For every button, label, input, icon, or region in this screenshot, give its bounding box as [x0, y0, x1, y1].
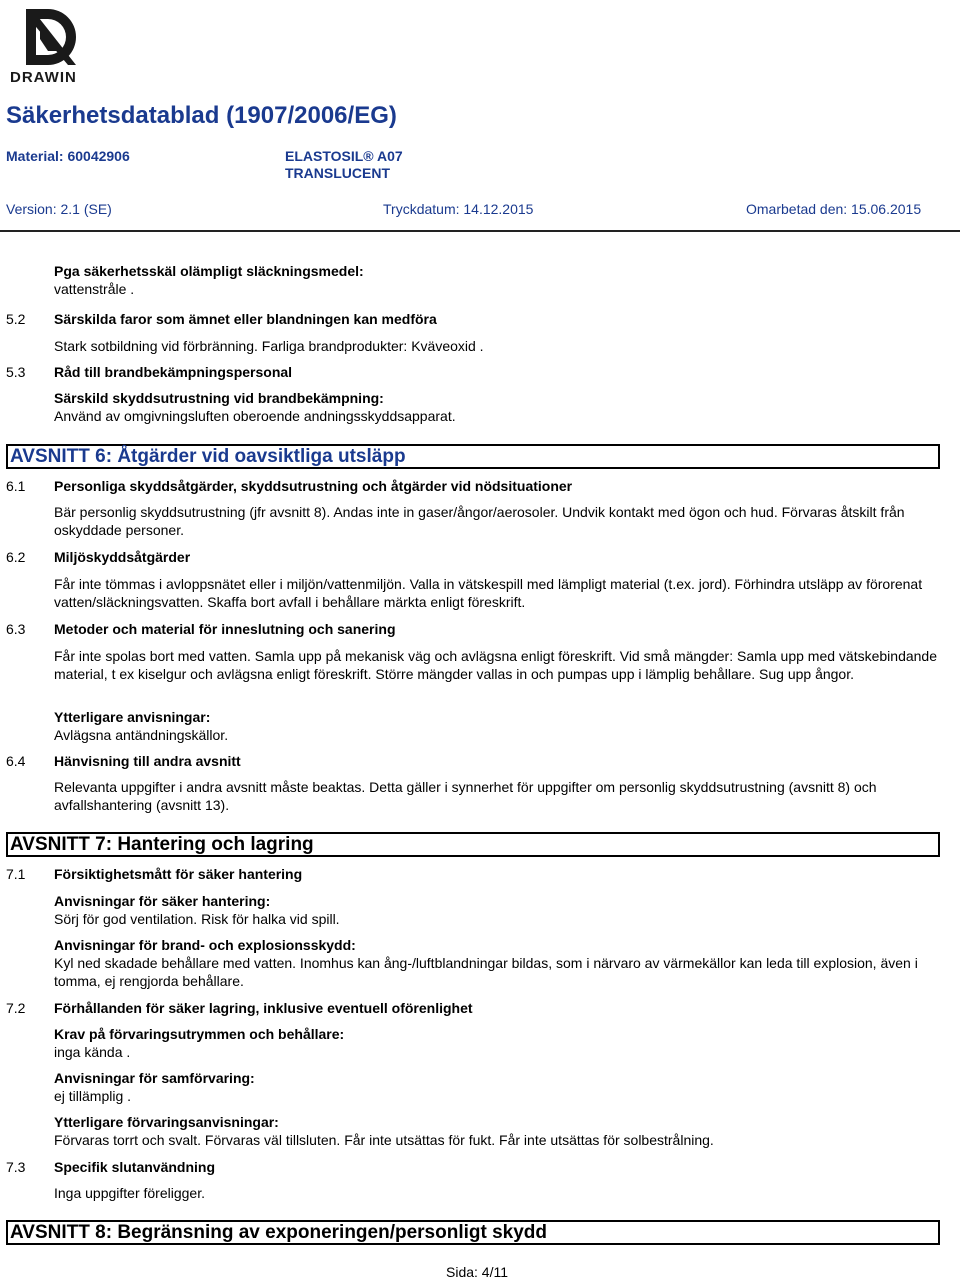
subsection-number: 6.2 — [6, 549, 26, 565]
paragraph: Relevanta uppgifter i andra avsnitt måste beaktas. Detta gäller i synnerhet för uppgifter om personlig skyddsutrustning (avsnitt 8) och avfallshantering (avsnitt 13). — [54, 779, 877, 813]
section-heading-text: AVSNITT 7: Hantering och lagring — [10, 834, 314, 855]
field-value: inga kända . — [54, 1044, 131, 1060]
field-label: Särskild skyddsutrustning vid brandbekämpning: — [54, 390, 384, 406]
subsection-title: Försiktighetsmått för säker hantering — [54, 866, 303, 882]
section-heading-text: AVSNITT 6: Åtgärder vid oavsiktliga utsläpp — [10, 446, 406, 467]
drawin-logo — [8, 5, 88, 85]
paragraph: Bär personlig skyddsutrustning (jfr avsnitt 8). Andas inte in gaser/ångor/aerosoler. Undvik kontakt med ögon och hud. Förvaras åtskilt från oskyddade personer. — [54, 504, 905, 538]
paragraph: Får inte spolas bort med vatten. Samla upp på mekanisk väg och avlägsna enligt föreskrift. Vid små mängder: Samla upp med vätskebindande material, t ex kiselgur och avlägsna enligt föreskrift. Större mängder vallas in och pumpas upp i lämplig behållare. Sug upp ångor. — [54, 648, 937, 682]
paragraph: Stark sotbildning vid förbränning. Farliga brandprodukter: Kväveoxid . — [54, 338, 484, 354]
section-heading-8 — [6, 1220, 940, 1245]
subsection-title: Förhållanden för säker lagring, inklusive eventuell oförenlighet — [54, 1000, 473, 1016]
field-label: Anvisningar för brand- och explosionsskydd: — [54, 937, 356, 953]
subsection-title: Specifik slutanvändning — [54, 1159, 216, 1175]
subsection-number: 7.3 — [6, 1159, 26, 1175]
header-divider — [0, 230, 960, 232]
subsection-title: Särskilda faror som ämnet eller blandningen kan medföra — [54, 311, 437, 327]
subsection-number: 7.2 — [6, 1000, 26, 1016]
subsection-title: Metoder och material för inneslutning och sanering — [54, 621, 396, 637]
field-label: Anvisningar för samförvaring: — [54, 1070, 255, 1086]
field-value: Förvaras torrt och svalt. Förvaras väl tillsluten. Får inte utsättas för fukt. Får inte utsättas för solbestrålning. — [54, 1132, 714, 1148]
material-number: Material: 60042906 — [6, 148, 130, 164]
field-value: Avlägsna antändningskällor. — [54, 727, 229, 743]
paragraph: Använd av omgivningsluften oberoende andningsskyddsapparat. — [54, 408, 456, 424]
version: Version: 2.1 (SE) — [6, 201, 112, 217]
subsection-number: 5.3 — [6, 364, 26, 380]
brand-name: DRAWIN — [10, 69, 77, 86]
product-name-line2: TRANSLUCENT — [285, 165, 390, 181]
section-heading-text: AVSNITT 8: Begränsning av exponeringen/personligt skydd — [10, 1222, 548, 1243]
field-label: Ytterligare förvaringsanvisningar: — [54, 1114, 279, 1130]
section-heading-6 — [6, 444, 940, 469]
subsection-title: Råd till brandbekämpningspersonal — [54, 364, 293, 380]
section-heading-7 — [6, 832, 940, 857]
paragraph: Inga uppgifter föreligger. — [54, 1185, 205, 1201]
field-value: Kyl ned skadade behållare med vatten. Inomhus kan ång-/luftblandningar bildas, som i närvaro av värmekällor kan leda till explosion, även i tomma, ej rengjorda behållare. — [54, 955, 918, 989]
field-label: Krav på förvaringsutrymmen och behållare: — [54, 1026, 345, 1042]
subsection-number: 6.3 — [6, 621, 26, 637]
subsection-number: 5.2 — [6, 311, 26, 327]
subsection-title: Personliga skyddsåtgärder, skyddsutrustning och åtgärder vid nödsituationer — [54, 478, 573, 494]
revised-date: Omarbetad den: 15.06.2015 — [746, 201, 922, 217]
unsuitable-media-label: Pga säkerhetsskäl olämpligt släckningsmedel: — [54, 263, 364, 279]
paragraph: Får inte tömmas i avloppsnätet eller i miljön/vattenmiljön. Valla in vätskespill med lämpligt material (t.ex. jord). Förhindra utsläpp av förorenat vatten/släckningsvatten. Skaffa bort avfall i behållare märkta enligt föreskrift. — [54, 576, 923, 610]
field-value: Sörj för god ventilation. Risk för halka vid spill. — [54, 911, 340, 927]
page-number: Sida: 4/11 — [446, 1264, 509, 1280]
subsection-title: Miljöskyddsåtgärder — [54, 549, 191, 565]
print-date: Tryckdatum: 14.12.2015 — [383, 201, 534, 217]
unsuitable-media-value: vattenstråle . — [54, 281, 135, 297]
subsection-number: 6.4 — [6, 753, 26, 769]
subsection-number: 7.1 — [6, 866, 26, 882]
subsection-number: 6.1 — [6, 478, 26, 494]
subsection-title: Hänvisning till andra avsnitt — [54, 753, 241, 769]
product-name-line1: ELASTOSIL® A07 — [285, 148, 403, 164]
field-value: ej tillämplig . — [54, 1088, 132, 1104]
document-title: Säkerhetsdatablad (1907/2006/EG) — [6, 102, 397, 129]
field-label: Ytterligare anvisningar: — [54, 709, 211, 725]
field-label: Anvisningar för säker hantering: — [54, 893, 271, 909]
